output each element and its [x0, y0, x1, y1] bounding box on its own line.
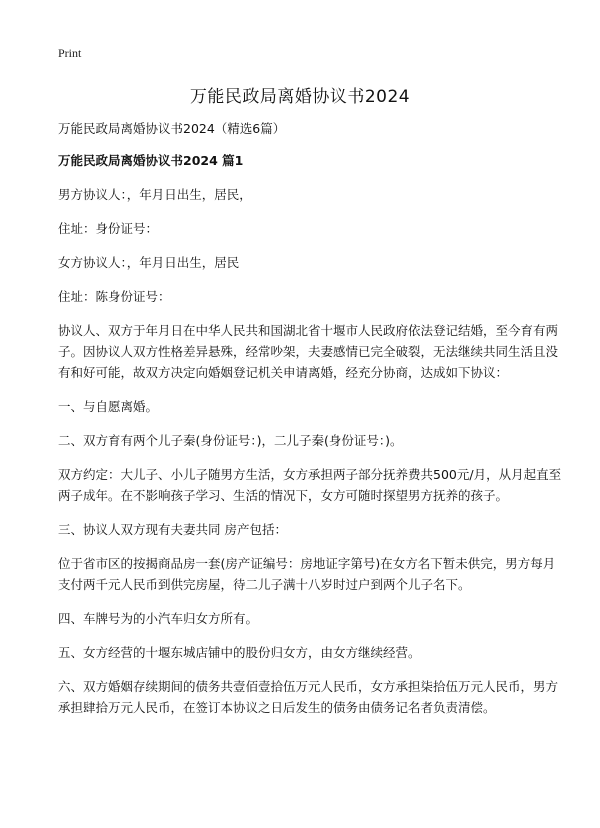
paragraph-male-address: 住址：身份证号： [58, 221, 159, 236]
paragraph-male-party: 男方协议人：，年月日出生，居民， [58, 187, 252, 202]
section-heading: 万能民政局离婚协议书2024 篇1 [58, 153, 244, 168]
paragraph-clause-4: 四、车牌号为的小汽车归女方所有。 [58, 611, 259, 626]
print-label: Print [58, 46, 82, 60]
paragraph-custody: 双方约定：大儿子、小儿子随男方生活，女方承担两子部分抚养费共500元/月，从月起直至两子成年。在不影响孩子学习、生活的情况下，女方可随时探望男方抚养的孩子。 [58, 467, 562, 503]
paragraph-female-party: 女方协议人：，年月日出生，居民 [58, 255, 240, 270]
paragraph-clause-6: 六、双方婚姻存续期间的债务共壹佰壹拾伍万元人民币，女方承担柒拾伍万元人民币，男方承担肆拾万元人民币，在签订本协议之日后发生的债务由债务记名者负责清偿。 [58, 679, 559, 715]
paragraph-property: 位于省市区的按揭商品房一套(房产证编号：房地证字第号)在女方名下暂未供完，男方每月支付两千元人民币到供完房屋，待二儿子满十八岁时过户到两个儿子名下。 [58, 556, 556, 592]
paragraph-clause-1: 一、与自愿离婚。 [58, 399, 159, 414]
document-title: 万能民政局离婚协议书2024 [189, 87, 411, 107]
paragraph-intro: 协议人、双方于年月日在中华人民共和国湖北省十堰市人民政府依法登记结婚，至今育有两子。因协议人双方性格差异悬殊，经常吵架，夫妻感情已完全破裂，无法继续共同生活且没有和好可能，故双方决定向婚姻登记机关申请离婚，经充分协商，达成如下协议： [58, 323, 559, 380]
paragraph-clause-5: 五、女方经营的十堰东城店铺中的股份归女方，由女方继续经营。 [58, 645, 421, 660]
paragraph-clause-3: 三、协议人双方现有夫妻共同 房产包括： [58, 522, 287, 537]
paragraph-clause-2: 二、双方育有两个儿子秦(身份证号：)，二儿子秦(身份证号：)。 [58, 433, 403, 448]
paragraph-female-address: 住址：陈身份证号： [58, 289, 171, 304]
document-subtitle: 万能民政局离婚协议书2024（精选6篇） [58, 121, 286, 136]
document-body [58, 118, 562, 731]
